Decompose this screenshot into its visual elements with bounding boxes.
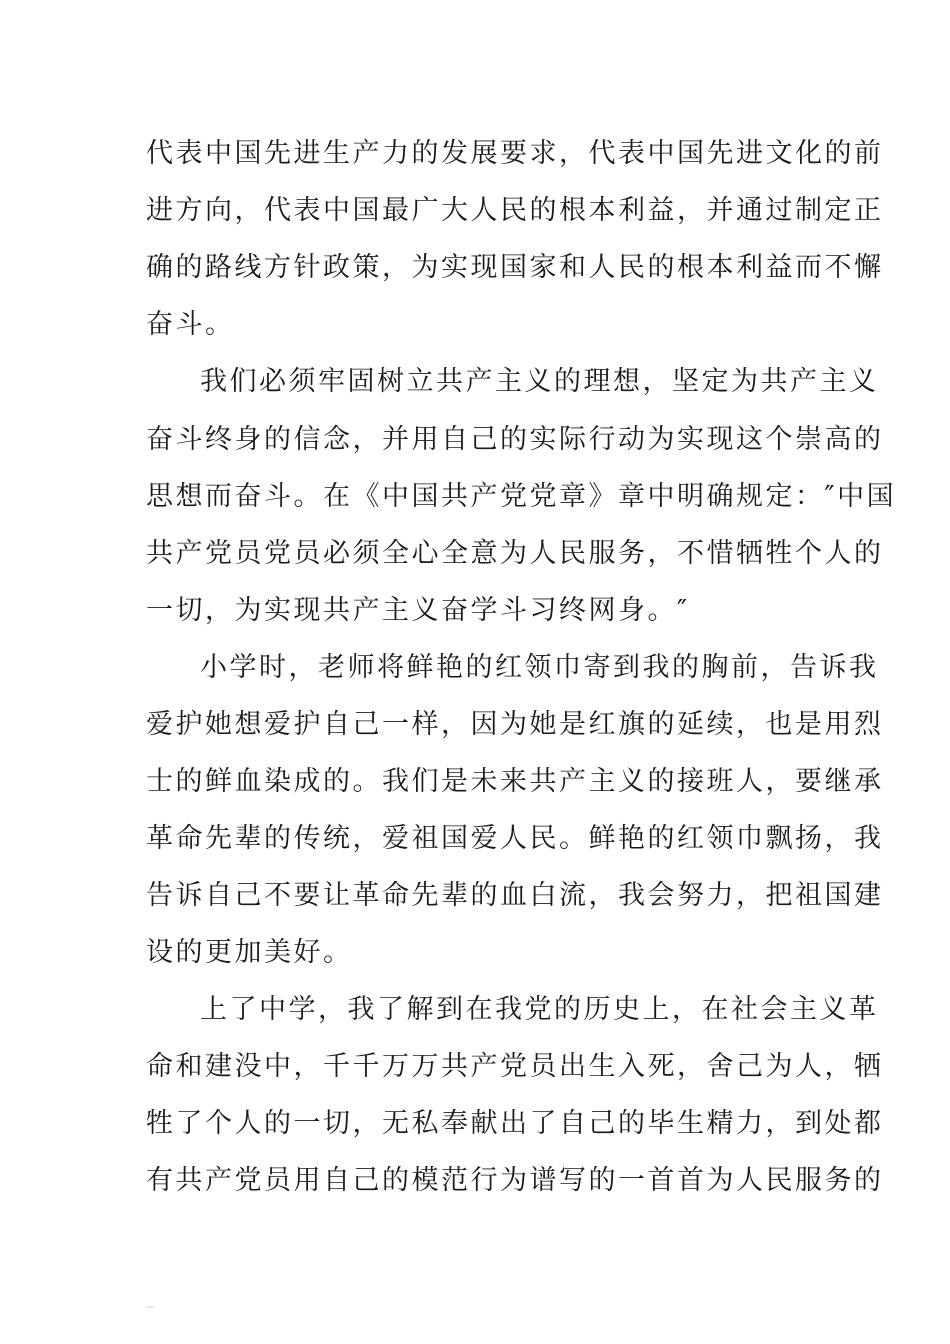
text-line: 设的更加美好。 — [146, 937, 353, 968]
text-line: 告诉自己不要让革命先辈的血白流，我会努力，把祖国建 — [146, 880, 884, 911]
text-line: 共产党员党员必须全心全意为人民服务，不惜牺牲个人的 — [146, 538, 884, 569]
text-line: 士的鲜血染成的。我们是未来共产主义的接班人，要继承 — [146, 766, 884, 797]
text-line: 奋斗。 — [146, 309, 235, 340]
text-line: 爱护她想爱护自己一样，因为她是红旗的延续，也是用烈 — [146, 709, 884, 740]
paragraph-first-line: 我们必须牢固树立共产主义的理想，坚定为共产主义 — [200, 366, 879, 397]
text-line: 革命先辈的传统，爱祖国爱人民。鲜艳的红领巾飘扬，我 — [146, 823, 884, 854]
text-line: 代表中国先进生产力的发展要求，代表中国先进文化的前 — [146, 138, 884, 169]
text-line: 进方向，代表中国最广大人民的根本利益，并通过制定正 — [146, 195, 884, 226]
paragraph-first-line: 小学时，老师将鲜艳的红领巾寄到我的胸前，告诉我 — [200, 652, 879, 683]
text-line: 有共产党员用自己的模范行为谱写的一首首为人民服务的 — [146, 1165, 884, 1196]
text-line: 奋斗终身的信念，并用自己的实际行动为实现这个崇高的 — [146, 424, 884, 455]
text-line: 牲了个人的一切，无私奉献出了自己的毕生精力，到处都 — [146, 1108, 884, 1139]
footer-mark — [146, 1306, 154, 1308]
text-line: 命和建没中，千千万万共产党员出生入死，舍己为人，牺 — [146, 1051, 884, 1082]
text-line: 确的路线方针政策，为实现国家和人民的根本利益而不懈 — [146, 252, 884, 283]
text-line: 一切，为实现共产主义奋学斗习终网身。″ — [146, 595, 690, 626]
paragraph-first-line: 上了中学，我了解到在我党的历史上，在社会主义革 — [200, 994, 879, 1025]
text-line: 思想而奋斗。在《中国共产党党章》章中明确规定：″中国 — [146, 481, 897, 512]
